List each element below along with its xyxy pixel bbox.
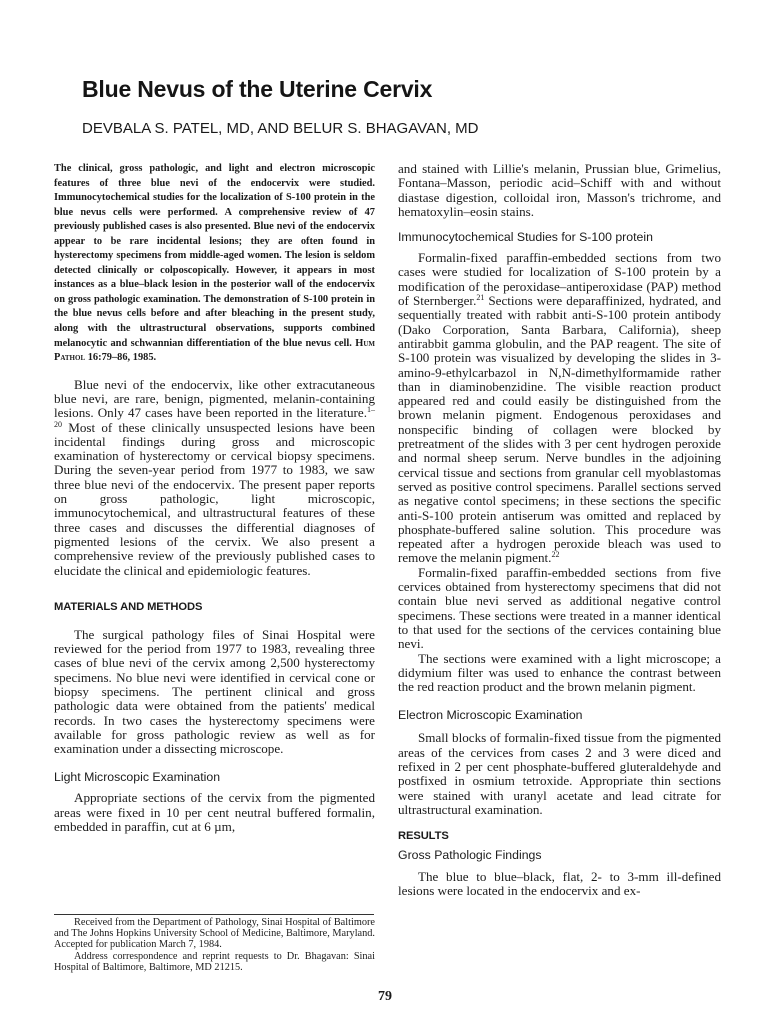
gross-findings-heading: Gross Pathologic Findings [398, 848, 542, 863]
materials-methods-paragraph: The surgical pathology files of Sinai Hospital were reviewed for the period from 1977 to 1983, revealing three cases of blue nevi of the cervix among 2,500 hysterectomy specimens. No blue nevi were identified in cervical cone or biopsy specimens. The pertinent clinical and gross pathologic data were obtained from the patients' medical records. In two cases the hysterectomy specimens were available for gross pathologic review as well as for examination under a dissecting microscope. [54, 626, 375, 757]
immuno-heading: Immunocytochemical Studies for S-100 protein [398, 230, 653, 245]
light-microscopic-heading: Light Microscopic Examination [54, 770, 221, 785]
electron-heading: Electron Microscopic Examination [398, 708, 583, 723]
immuno-reference-21: 21 [476, 293, 485, 303]
footnote-divider [54, 914, 374, 915]
abstract [54, 162, 375, 366]
immuno-paragraph-3: The sections were examined with a light microscope; a didymium filter was used to enhance the contrast between the red reaction product and the brown melanin pigment. [398, 650, 721, 695]
abstract-citation: 16:79–86, 1985. [87, 352, 157, 364]
light-microscopic-continued: and stained with Lillie's melanin, Prussian blue, Grimelius, Fontana–Masson, periodic acid–Schiff with and without diastase digestion, colloidal iron, Masson's trichrome, and hematoxylin–eosin stains. [398, 161, 721, 219]
immuno-p1-before: Formalin-fixed paraffin-embedded sections from two cases were studied for localization of S-100 protein by a modification of the peroxidase–antiperoxidase (PAP) method of Sternberger. [398, 250, 721, 309]
materials-methods-heading: MATERIALS AND METHODS [54, 600, 203, 613]
page-number: 79 [378, 989, 392, 1004]
footnote-address: Address correspondence and reprint requests to Dr. Bhagavan: Sinai Hospital of Baltimore, Baltimore, MD 21215. [54, 950, 375, 973]
results-heading: RESULTS [398, 830, 449, 843]
light-microscopic-paragraph: Appropriate sections of the cervix from the pigmented areas were fixed in 10 per cent neutral buffered formalin, embedded in paraffin, cut at 6 µm, [54, 790, 375, 835]
left-column [54, 162, 375, 834]
footnote [54, 917, 375, 973]
abstract-journal: Hum Pathol [54, 337, 375, 364]
intro-text-after: Most of these clinically unsuspected lesions have been incidental findings during gross and microscopic examination of hysterectomy or cervical biopsy specimens. During the seven-year period from 1977 to 1983, we saw three blue nevi of the endocervix. The present paper reports on gross pathologic, light microscopic, immunocytochemical, and ultrastructural features of these three cases and discusses the differential diagnoses of pigmented lesions of the cervix. We also present a comprehensive review of the previously published cases to elucidate the clinical and epidemiologic features. [54, 419, 375, 578]
electron-paragraph: Small blocks of formalin-fixed tissue from the pigmented areas of the cervices from cases 2 and 3 were diced and refixed in 2 per cent phosphate-buffered gluteraldehyde and postfixed in osmium tetroxide. Appropriate thin sections were stained with uranyl acetate and lead citrate for ultrastructural examination. [398, 730, 721, 817]
gross-findings-paragraph: The blue to blue–black, flat, 2- to 3-mm ill-defined lesions were located in the endocervix and ex- [398, 869, 721, 899]
immuno-p1-after: Sections were deparaffinized, hydrated, and sequentially treated with rabbit anti-S-100 protein antibody (Dako Corporation, Santa Barbara, California), sheep antirabbit gamma globulin, and the PAP reagent. The site of S-100 protein was visualized by developing the slides in 3-amino-9-ethylcarbazol in N,N-dimethylformamide rather than in diaminobenzidine. The visible reaction product appeared red and could easily be distinguished from the brown melanin pigment. Endogenous peroxidases and nonspecific binding of collagen were blocked by pretreatment of the slides with 3 per cent hydrogen peroxide and normal sheep serum. Nerve bundles in the adjoining cervical tissue and sections from granular cell myoblastomas served as positive control specimens. Parallel sections served as negative contol specimens; in these sections the specific anti-S-100 protein antiserum was omitted and replaced by phosphate-buffered saline solution. This procedure was repeated after a hydrogen peroxide bleach was used to remove the melanin pigment. [398, 293, 721, 566]
intro-paragraph [54, 378, 375, 578]
immuno-paragraph-1 [398, 251, 721, 566]
abstract-text: The clinical, gross pathologic, and light and electron microscopic features of three blue nevi of the endocervix were studied. Immunocytochemical studies for the localization of S-100 protein in the blue nevus cells were performed. A comprehensive review of 47 previously published cases is also presented. Blue nevi of the endocervix appear to be rare incidental lesions; they are often found in hysterectomy specimens from middle-aged women. The lesion is seldom detected clinically or colposcopically. However, it appears in most instances as a blue–black lesion in the posterior wall of the endocervix on gross pathologic examination. The demonstration of S-100 protein in the blue nevus cells before and after bleaching in the present study, along with the ultrastructural observations, supports combined melanocytic and schwannian differentiation of the blue nevus cell. [54, 163, 375, 349]
intro-reference: 1–20 [54, 405, 375, 429]
article-authors: DEVBALA S. PATEL, MD, AND BELUR S. BHAGAVAN, MD [82, 120, 479, 137]
article-title: Blue Nevus of the Uterine Cervix [82, 76, 433, 102]
footnote-received: Received from the Department of Pathology, Sinai Hospital of Baltimore and The Johns Hopkins University School of Medicine, Baltimore, Maryland. Accepted for publication March 7, 1984. [54, 917, 375, 951]
intro-text-before: Blue nevi of the endocervix, like other extracutaneous blue nevi, are rare, benign, pigmented, melanin-containing lesions. Only 47 cases have been reported in the literature. [54, 376, 375, 421]
immuno-paragraph-2: Formalin-fixed paraffin-embedded sections from five cervices obtained from hysterectomy specimens that did not contain blue nevi served as additional negative control specimens. These sections were treated in a manner identical to that used for the sections of the cervices containing blue nevi. [398, 564, 721, 652]
immuno-reference-22: 22 [551, 550, 560, 560]
right-column [398, 162, 721, 899]
